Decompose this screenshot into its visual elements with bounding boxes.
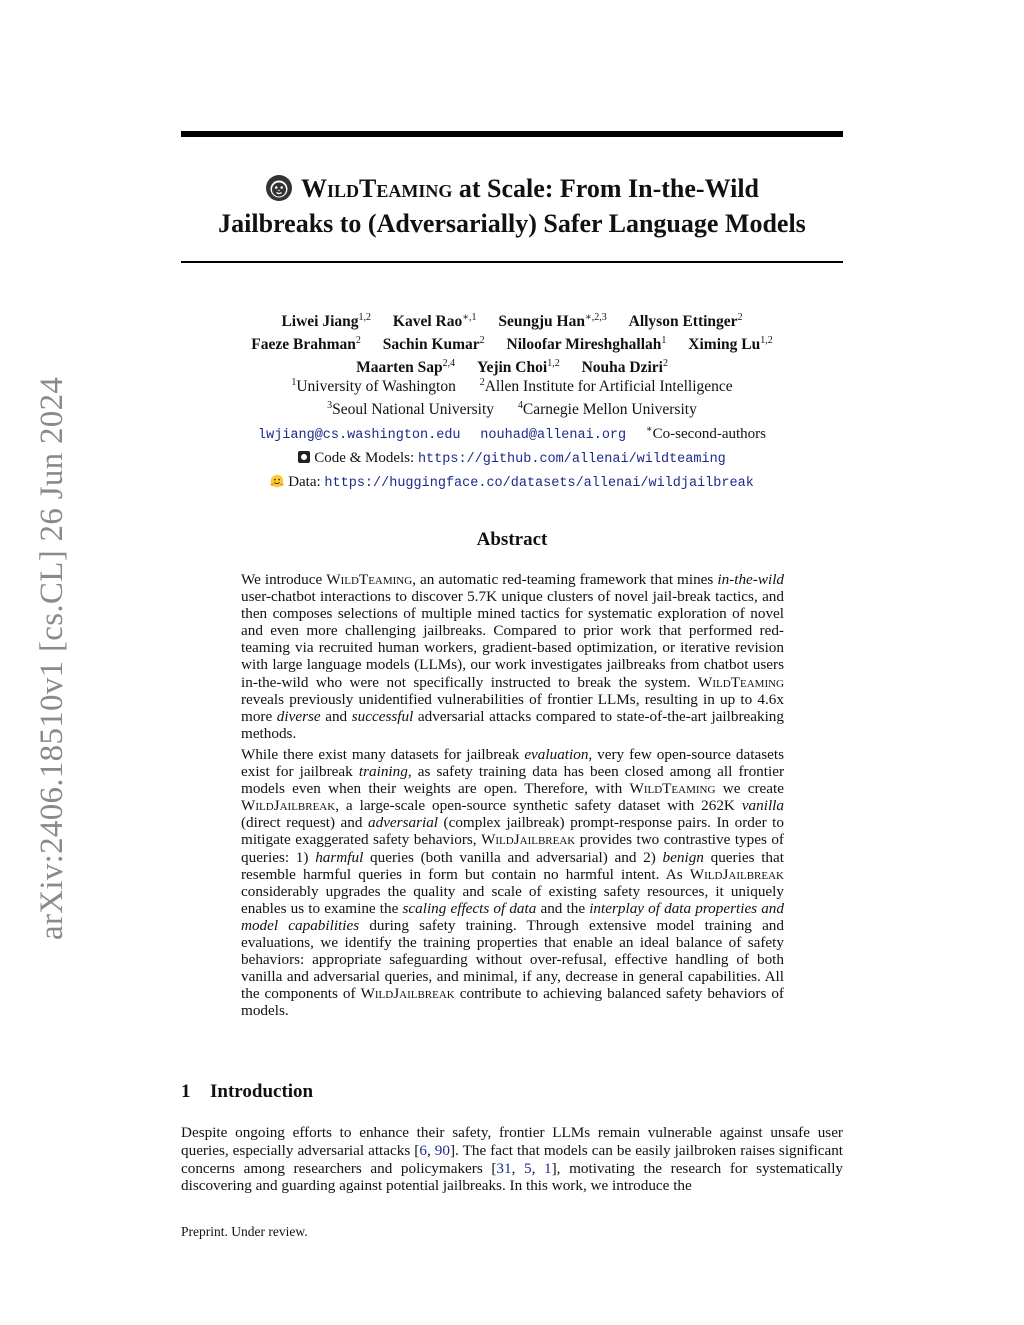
author-row (181, 331, 843, 354)
affiliation-row (181, 396, 843, 419)
author (629, 313, 743, 330)
author-affiliation-marker: 2,4 (442, 358, 456, 370)
intro-paragraph: Despite ongoing efforts to enhance their safety, frontier LLMs remain vulnerable against unsafe user queries, especially adversarial attacks [6, 90]. The fact that models can be easily jailbroken raises significant concerns among researchers and policymakers [31, 5, 1], motivating the research for systematically discovering and guarding against potential jailbreaks. In this work, we introduce the (181, 1124, 844, 1195)
abstract-heading: Abstract (476, 529, 548, 550)
affiliation-name: University of Washington (296, 378, 456, 396)
author-affiliation-marker: 2 (662, 358, 668, 370)
affiliation-name: Allen Institute for Artificial Intelligence (484, 378, 733, 396)
author (688, 336, 772, 353)
author-name: Liwei Jiang (281, 313, 359, 331)
paper-title (181, 171, 843, 241)
arxiv-identifier-stamp: arXiv:2406.18510v1 [cs.CL] 26 Jun 2024 (34, 376, 70, 940)
author-name: Faeze Brahman (251, 336, 356, 354)
affiliation-row (181, 373, 843, 396)
affiliation-marker: 4 (517, 400, 523, 412)
email-link-2[interactable]: nouhad@allenai.org (480, 428, 627, 443)
affiliation-name: Seoul National University (332, 401, 495, 419)
abstract-paragraph-2: While there exist many datasets for jailbreak evaluation, very few open-source datasets exist for jailbreak training, as safety training data has been closed among all frontier models even when their weights are open. Therefore, with WildTeaming we create WildJailbreak, a large-scale open-source synthetic safety dataset with 262K vanilla (direct request) and adversarial (complex jailbreak) prompt-response pairs. In order to mitigate exaggerated safety behaviors, WildJailbreak provides two contrastive types of queries: 1) harmful queries (both vanilla and adversarial) and 2) benign queries that resemble harmful queries in form but contain no harmful intent. As WildJailbreak considerably upgrades the quality and scale of existing safety resources, it uniquely enables us to examine the scaling effects of data and the interplay of data properties and model capabilities during safety training. Through extensive model training and evaluations, we identify the training properties that enable an ideal balance of safety behaviors: appropriate safeguarding without over-refusal, effective handling of both vanilla and adversarial queries, and minimal, if any, decrease in general capabilities. All the components of WildJailbreak contribute to achieving balanced safety behaviors of models. (241, 745, 784, 1020)
author-name: Allyson Ettinger (628, 313, 738, 331)
citation-link[interactable]: 1 (544, 1159, 552, 1177)
author-row (181, 308, 843, 331)
affiliation (480, 378, 733, 395)
framework-name-part2: Teaming (358, 174, 453, 203)
affiliation-marker: 1 (291, 377, 297, 388)
cofirst-text: Co-second-authors (652, 426, 766, 442)
code-label: Code & Models: (314, 450, 415, 466)
framework-name-part1: Wild (300, 174, 359, 203)
title-bottom-rule (181, 261, 843, 263)
author-affiliation-marker: 1,2 (358, 312, 372, 323)
affiliation (518, 401, 697, 418)
affiliation-marker: 3 (327, 400, 333, 412)
author-name: Kavel Rao (392, 313, 463, 331)
author-affiliation-marker: 1 (661, 335, 667, 347)
data-label: Data: (288, 474, 321, 490)
affiliation (327, 401, 494, 418)
code-row (181, 447, 843, 471)
title-line-1-text: at Scale: From In-the-Wild (452, 174, 760, 203)
author-name: Ximing Lu (688, 336, 761, 354)
author-affiliation-marker: 2 (355, 335, 361, 347)
affiliation-name: Carnegie Mellon University (522, 401, 697, 419)
abstract-body (241, 571, 784, 1019)
title-line-2: Jailbreaks to (Adversarially) Safer Language Models (218, 209, 806, 238)
author (281, 313, 371, 330)
citation-link[interactable]: 5 (524, 1159, 532, 1177)
affiliation-list (181, 373, 843, 419)
author-affiliation-marker: 1,2 (547, 358, 560, 370)
author (393, 313, 477, 330)
data-url-link[interactable]: https://huggingface.co/datasets/allenai/wildjailbreak (324, 476, 754, 491)
cofirst-marker: ∗ (645, 424, 653, 435)
affiliation-marker: 2 (479, 377, 485, 388)
author-affiliation-marker: 2 (479, 335, 485, 347)
author-affiliation-marker: 1,2 (760, 335, 773, 347)
github-icon (298, 451, 310, 463)
email-row (181, 419, 843, 447)
author-name: Yejin Choi (476, 359, 548, 377)
lion-icon (265, 174, 293, 202)
huggingface-icon (270, 474, 284, 488)
citation-link[interactable]: 90 (434, 1141, 450, 1159)
citation-link[interactable]: 6 (419, 1141, 427, 1159)
author-list (181, 308, 843, 377)
author-name: Nouha Dziri (581, 359, 663, 377)
email-link-1[interactable]: lwjiang@cs.washington.edu (258, 428, 461, 443)
contact-block (181, 419, 843, 495)
section-number: 1 (181, 1081, 191, 1102)
title-line-1 (181, 171, 843, 206)
title-top-rule (181, 131, 843, 137)
code-url-link[interactable]: https://github.com/allenai/wildteaming (417, 452, 726, 467)
author (507, 336, 667, 353)
author (498, 313, 606, 330)
section-title: Introduction (210, 1081, 314, 1102)
author-affiliation-marker: ∗,2,3 (584, 312, 607, 323)
affiliation (291, 378, 455, 395)
author-name: Sachin Kumar (382, 336, 480, 354)
introduction-body (181, 1124, 843, 1195)
author (383, 336, 485, 353)
author-name: Seungju Han (498, 313, 585, 331)
abstract-paragraph-1: We introduce WildTeaming, an automatic red-teaming framework that mines in-the-wild user-chatbot interactions to discover 5.7K unique clusters of novel jail-break tactics, and then composes selections of multiple mined tactics for systematic exploration of novel and even more challenging jailbreaks. Compared to prior work that performed red-teaming via recruited human workers, gradient-based optimization, or iterative revision with large language models (LLMs), our work investigates jailbreaks from chatbot users in-the-wild who were not specifically instructed to break the system. WildTeaming reveals previously unidentified vulnerabilities of frontier LLMs, resulting in up to 4.6x more diverse and successful adversarial attacks compared to state-of-the-art jailbreaking methods. (241, 571, 785, 742)
author (251, 336, 361, 353)
page-footer: Preprint. Under review. (181, 1224, 308, 1239)
author-affiliation-marker: ∗,1 (462, 312, 477, 323)
citation-link[interactable]: 31 (496, 1159, 512, 1177)
author-name: Niloofar Mireshghallah (506, 336, 662, 354)
data-row (181, 471, 843, 495)
cofirst-note (646, 426, 766, 442)
author-affiliation-marker: 2 (737, 312, 743, 323)
section-heading-introduction (181, 1081, 843, 1103)
author-name: Maarten Sap (356, 359, 443, 377)
